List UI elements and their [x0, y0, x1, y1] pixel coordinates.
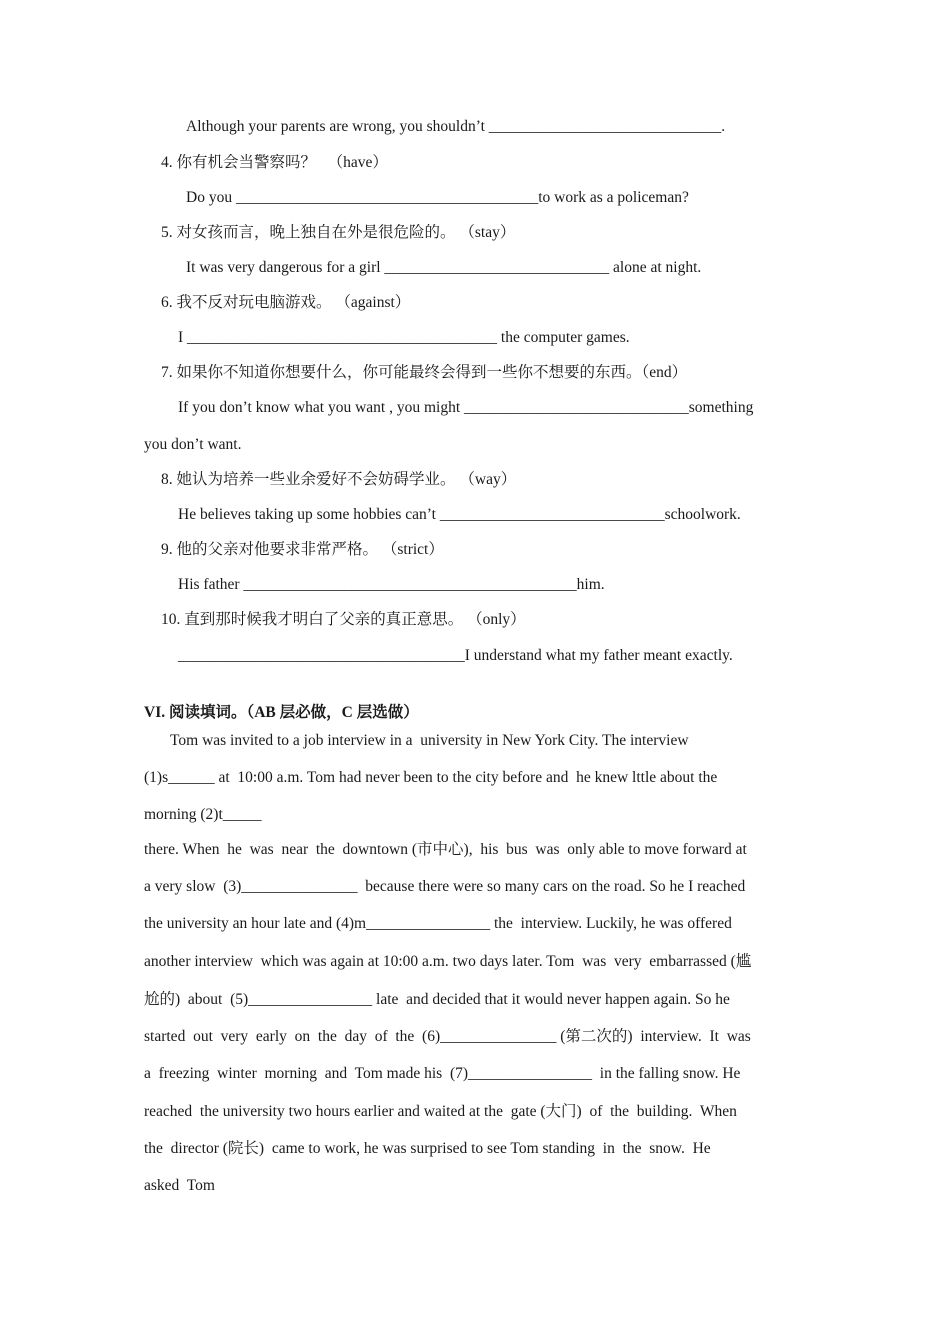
passage-line: the university an hour late and (4)m________________ the interview. Luckily, he was offered: [144, 915, 732, 932]
item-7-sentence: If you don’t know what you want , you might _____________________________something: [178, 399, 754, 416]
item-6-sentence: I ________________________________________ the computer games.: [178, 329, 630, 346]
item-7-sentence-cont: you don’t want.: [144, 436, 242, 453]
passage-line: 尬的) about (5)________________ late and decided that it would never happen again. So he: [144, 991, 730, 1008]
passage-line: Tom was invited to a job interview in a university in New York City. The interview: [170, 732, 689, 749]
passage-line: (1)s______ at 10:00 a.m. Tom had never been to the city before and he knew lttle about the: [144, 769, 718, 786]
item-4-prompt: 4. 你有机会当警察吗？ （have）: [161, 154, 388, 171]
item-8-sentence: He believes taking up some hobbies can’t _____________________________schoolwork.: [178, 506, 741, 523]
item-6-prompt: 6. 我不反对玩电脑游戏。 （against）: [161, 294, 411, 311]
item-8-prompt: 8. 她认为培养一些业余爱好不会妨碍学业。 （way）: [161, 471, 517, 488]
passage-line: asked Tom: [144, 1177, 215, 1194]
passage-line: started out very early on the day of the (6)_______________ (第二次的) interview. It was: [144, 1028, 751, 1045]
item-7-prompt: 7. 如果你不知道你想要什么，你可能最终会得到一些你不想要的东西。（end）: [161, 364, 688, 381]
section-vi-heading: VI. 阅读填词。（AB 层必做，C 层选做）: [144, 704, 419, 721]
passage-line: a freezing winter morning and Tom made his (7)________________ in the falling snow. He: [144, 1065, 741, 1082]
passage-line: morning (2)t_____: [144, 806, 262, 823]
item-10-sentence: _____________________________________I understand what my father meant exactly.: [178, 647, 733, 664]
passage-line: a very slow (3)_______________ because there were so many cars on the road. So he I reached: [144, 878, 746, 895]
passage-line: there. When he was near the downtown (市中心), his bus was only able to move forward at: [144, 841, 747, 858]
item-10-prompt: 10. 直到那时候我才明白了父亲的真正意思。 （only）: [161, 611, 526, 628]
item-3-sentence: Although your parents are wrong, you shouldn’t ______________________________.: [186, 118, 726, 135]
passage-line: the director (院长) came to work, he was surprised to see Tom standing in the snow. He: [144, 1140, 711, 1157]
item-5-sentence: It was very dangerous for a girl _____________________________ alone at night.: [186, 259, 702, 276]
passage-line: reached the university two hours earlier and waited at the gate (大门) of the building. When: [144, 1103, 737, 1120]
item-5-prompt: 5. 对女孩而言，晚上独自在外是很危险的。 （stay）: [161, 224, 516, 241]
item-9-prompt: 9. 他的父亲对他要求非常严格。 （strict）: [161, 541, 444, 558]
item-4-sentence: Do you _______________________________________to work as a policeman?: [186, 189, 689, 206]
passage-line: another interview which was again at 10:00 a.m. two days later. Tom was very embarrassed (尴: [144, 953, 752, 970]
item-9-sentence: His father ___________________________________________him.: [178, 576, 605, 593]
